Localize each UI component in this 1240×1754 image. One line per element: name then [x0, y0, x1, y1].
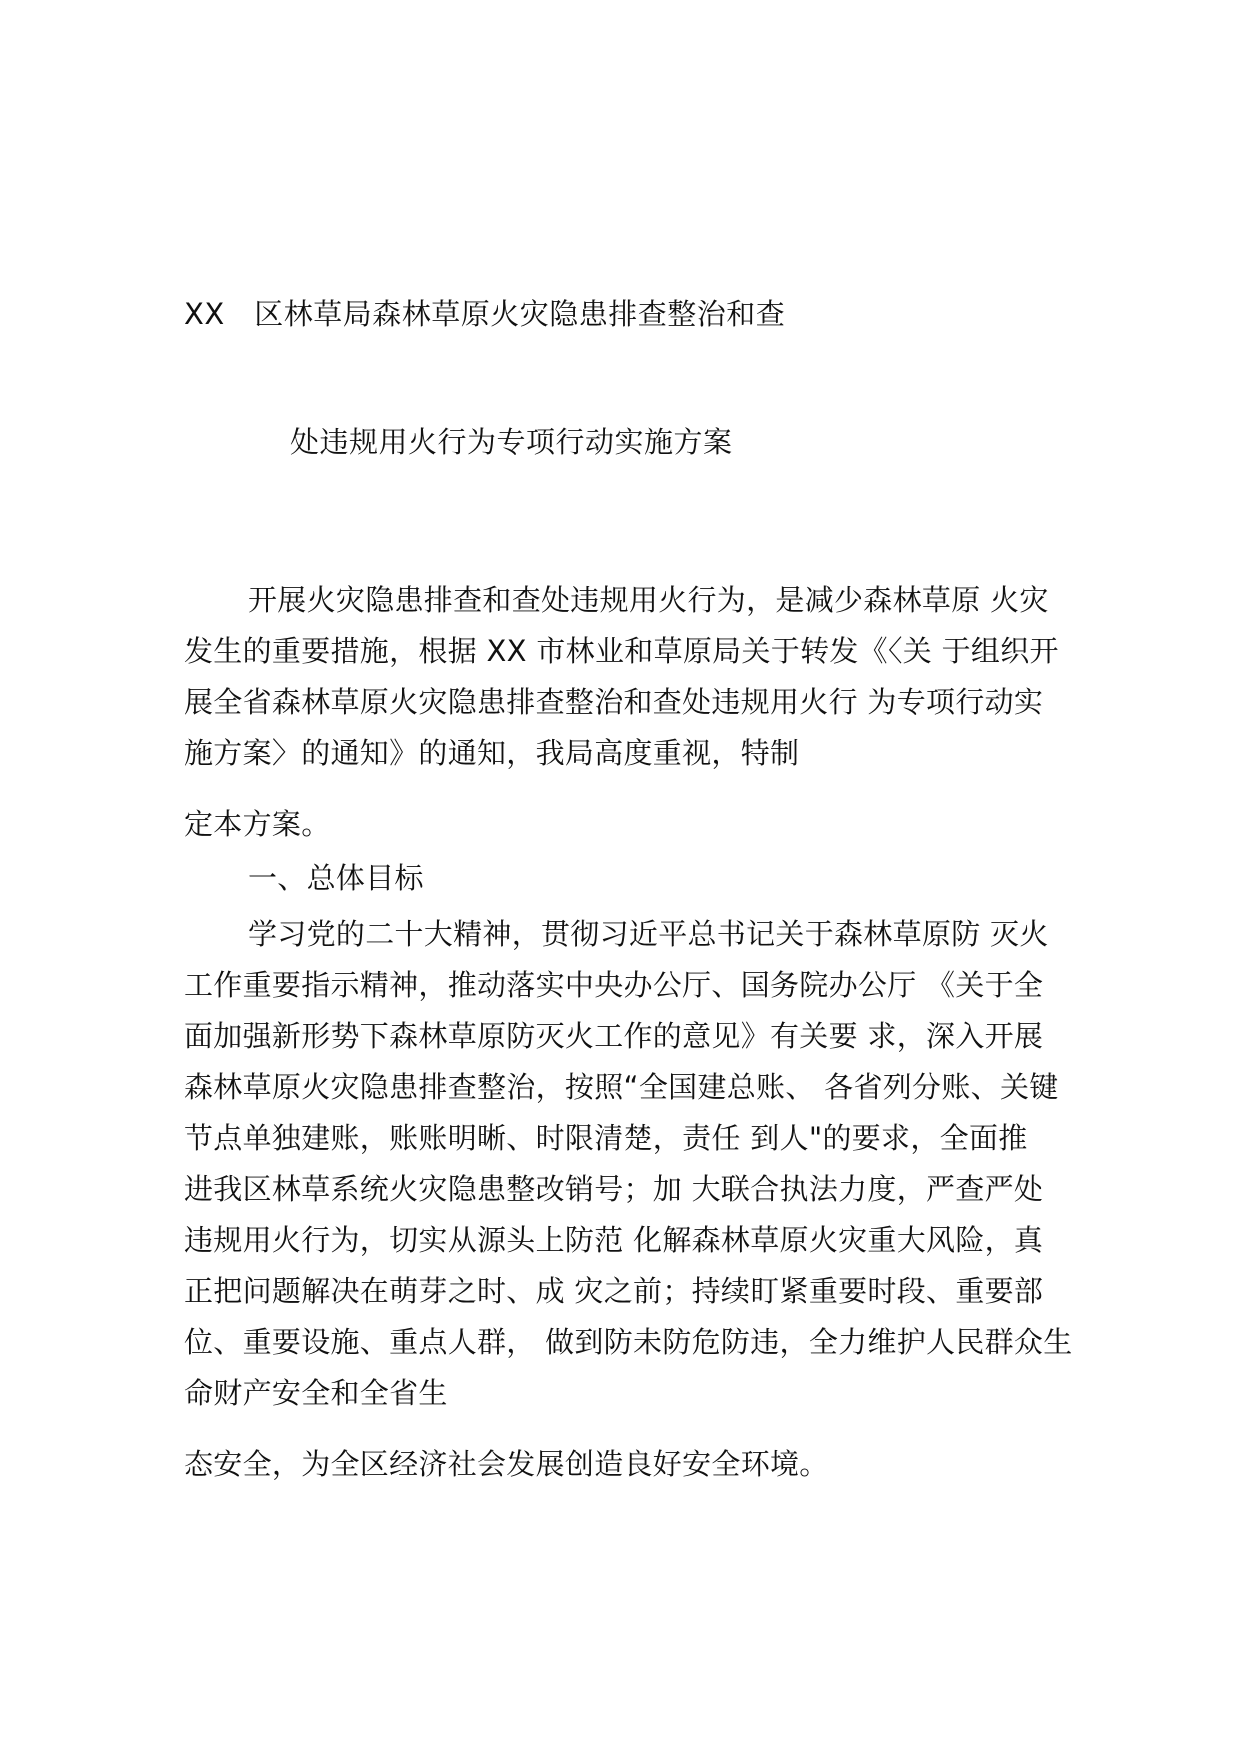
paragraph-line: 违规用火行为，切实从源头上防范 化解森林草原火灾重大风险，真	[184, 1223, 1044, 1257]
paragraph-line: 展全省森林草原火灾隐患排查整治和查处违规用火行 为专项行动实	[184, 685, 1044, 719]
paragraph-line: 进我区林草系统火灾隐患整改销号；加 大联合执法力度，严查严处	[184, 1172, 1044, 1206]
paragraph-line: 开展火灾隐患排查和查处违规用火行为，是减少森林草原 火灾	[248, 583, 1049, 617]
paragraph-line: 学习党的二十大精神，贯彻习近平总书记关于森林草原防 灭火	[248, 917, 1049, 951]
paragraph-line: 节点单独建账，账账明晰、时限清楚，责任 到人"的要求，全面推	[184, 1121, 1028, 1155]
paragraph-line: 态安全，为全区经济社会发展创造良好安全环境。	[184, 1447, 829, 1481]
paragraph-line: 施方案〉的通知》的通知，我局高度重视，特制	[184, 736, 800, 770]
paragraph-line: 正把问题解决在萌芽之时、成 灾之前；持续盯紧重要时段、重要部	[184, 1274, 1044, 1308]
paragraph-line: 位、重要设施、重点人群， 做到防未防危防违，全力维护人民群众生	[184, 1325, 1073, 1359]
document-title-line-1: XX 区林草局森林草原火灾隐患排查整治和查	[184, 297, 786, 331]
section-heading: 一、总体目标	[248, 861, 424, 895]
paragraph-line: 森林草原火灾隐患排查整治，按照“全国建总账、 各省列分账、关键	[184, 1070, 1059, 1104]
paragraph-line: 定本方案。	[184, 807, 331, 841]
document-title-line-2: 处违规用火行为专项行动实施方案	[290, 425, 733, 459]
paragraph-line: 面加强新形势下森林草原防灭火工作的意见》有关要 求，深入开展	[184, 1019, 1044, 1053]
paragraph-line: 发生的重要措施，根据 XX 市林业和草原局关于转发《〈关 于组织开	[184, 634, 1059, 668]
paragraph-line: 工作重要指示精神，推动落实中央办公厅、国务院办公厅 《关于全	[184, 968, 1044, 1002]
paragraph-line: 命财产安全和全省生	[184, 1376, 448, 1410]
